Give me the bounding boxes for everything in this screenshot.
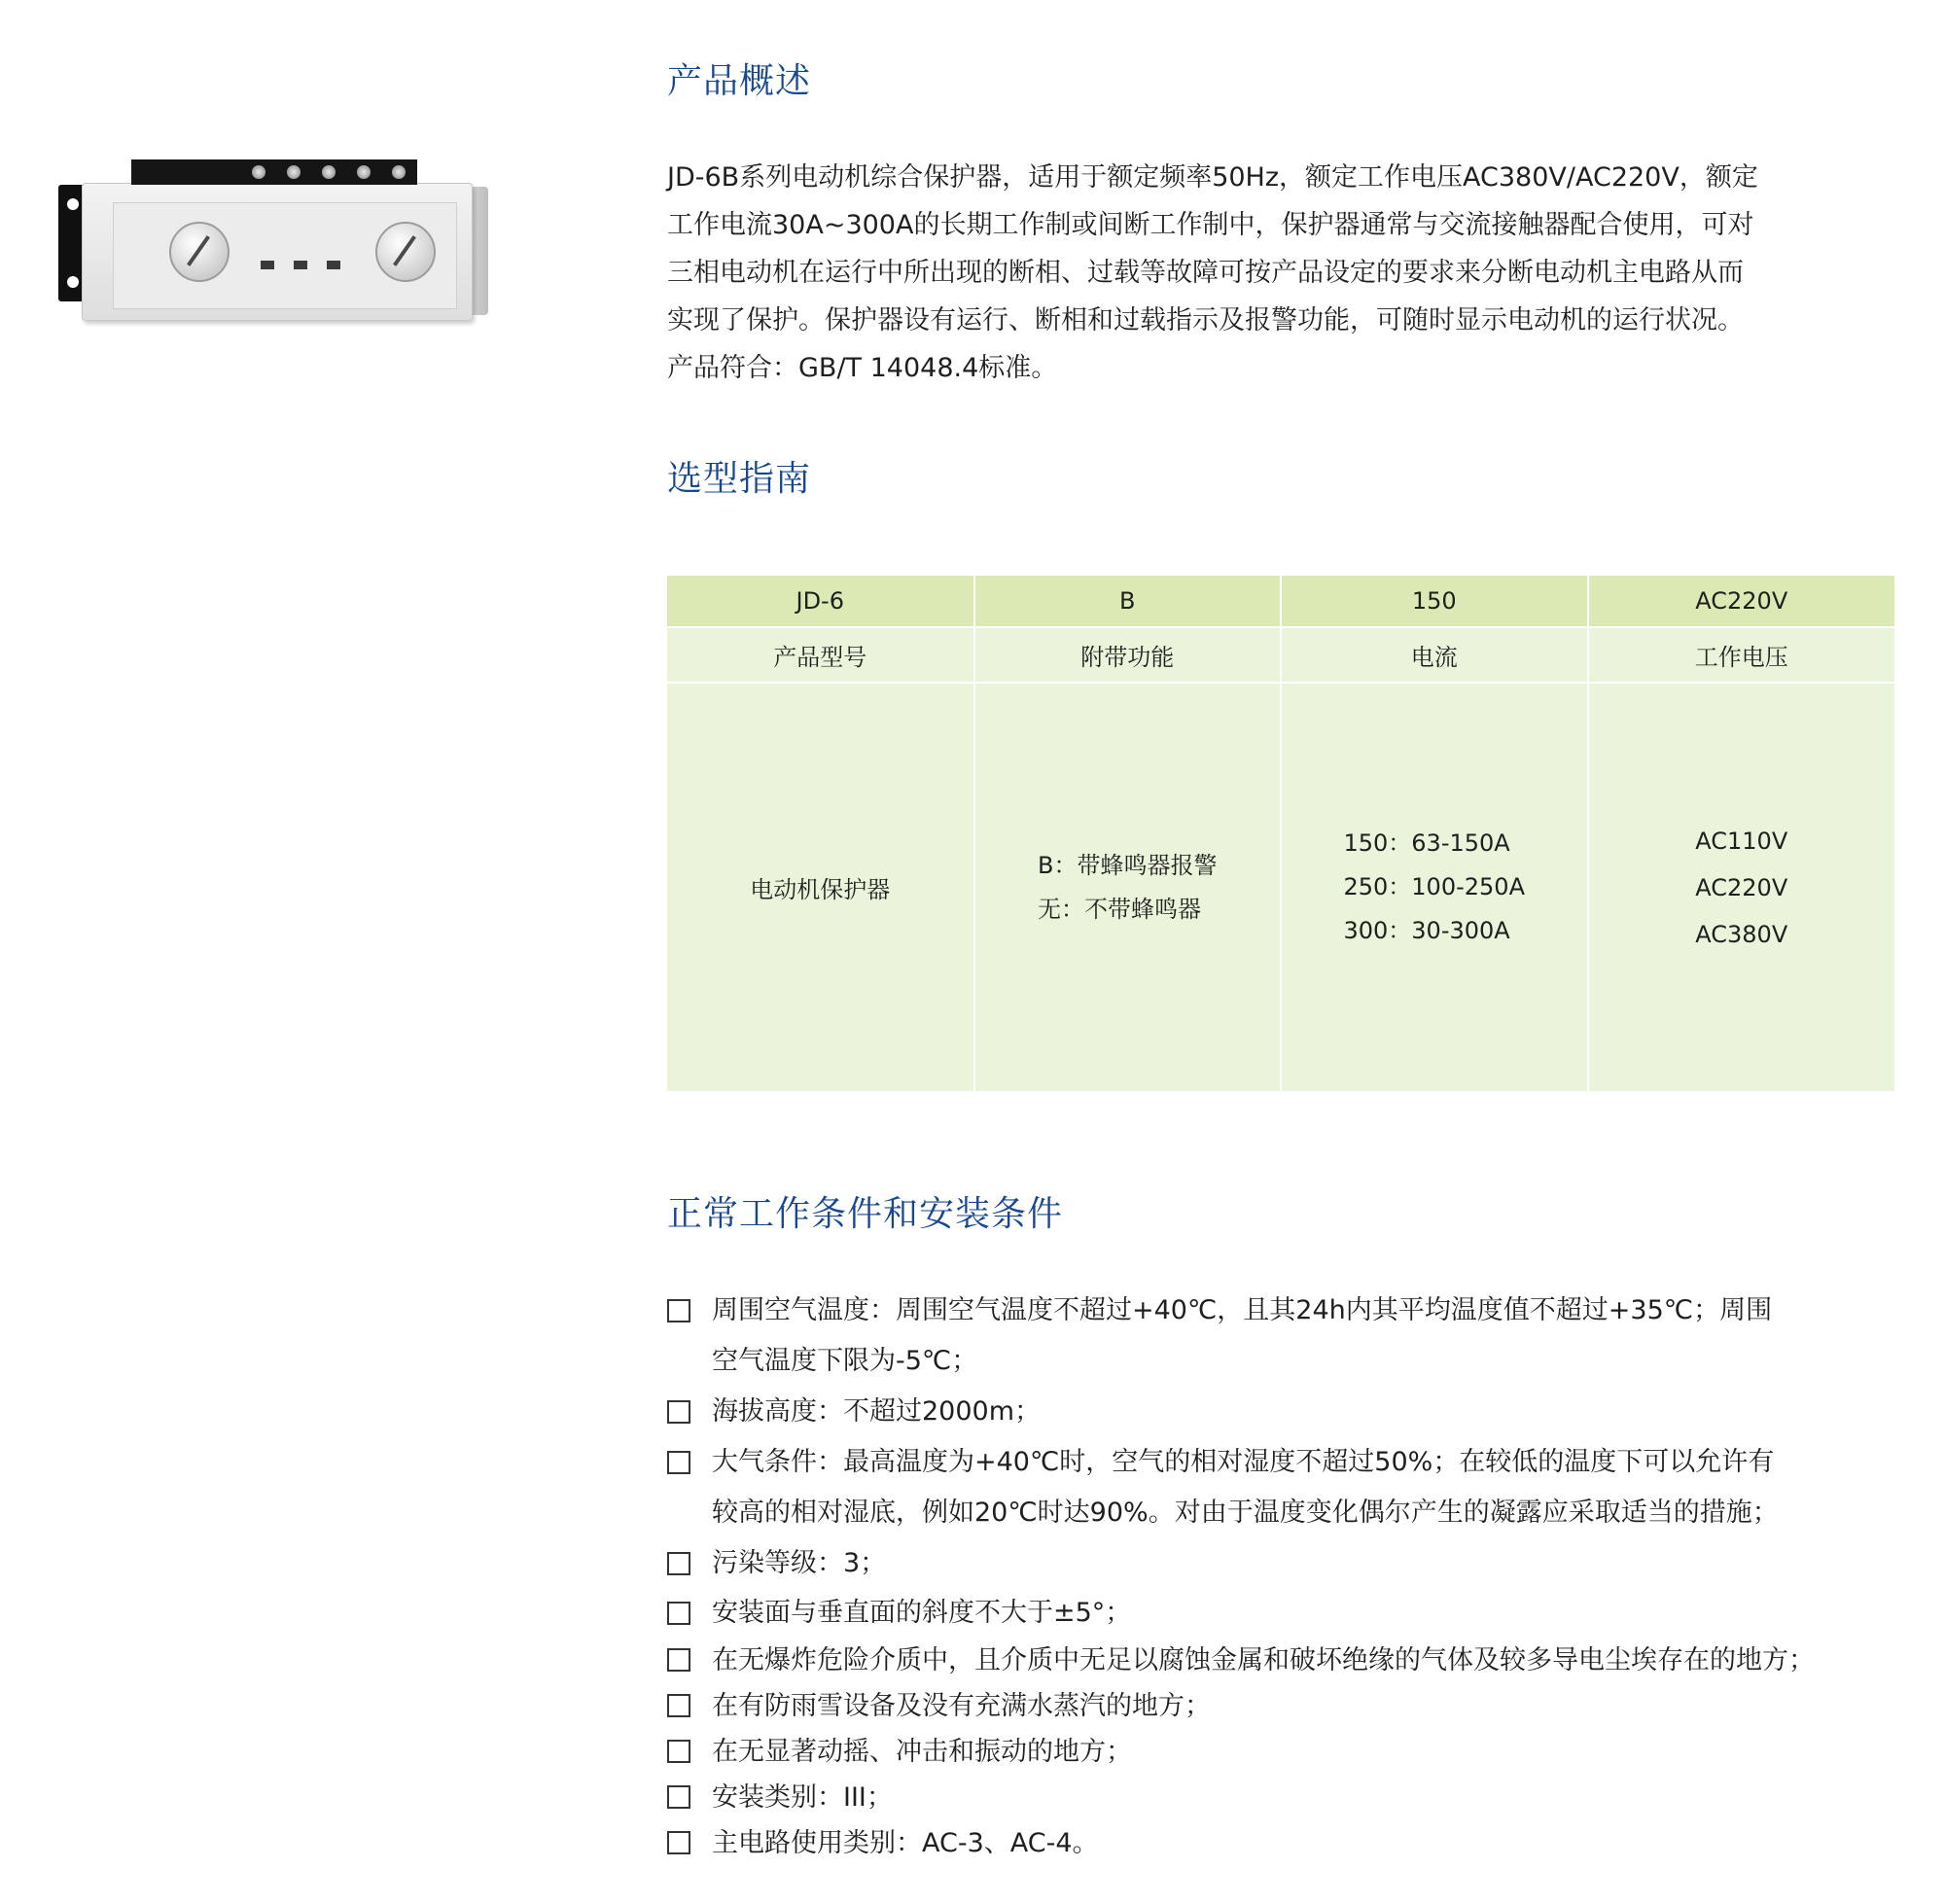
checkbox-icon (667, 1299, 690, 1322)
code-cell: 150 (1281, 576, 1588, 627)
left-adjust-knob (169, 222, 230, 282)
header-cell: 产品型号 (667, 627, 974, 683)
terminal-screw (357, 165, 371, 179)
current-cell (1281, 683, 1588, 1091)
header-cell: 电流 (1281, 627, 1588, 683)
condition-item (667, 1729, 1922, 1775)
condition-item (667, 1820, 1922, 1866)
header-cell: 附带功能 (974, 627, 1282, 683)
condition-item (667, 1589, 1922, 1638)
checkbox-icon (667, 1785, 690, 1809)
terminal-screw (287, 165, 301, 179)
model-option: 电动机保护器 (750, 876, 891, 903)
condition-text: 周围空气温度：周围空气温度不超过+40℃，且其24h内其平均温度值不超过+35℃；周围 (712, 1295, 1773, 1325)
function-option: 无：不带蜂鸣器 (1038, 895, 1202, 923)
condition-text: 主电路使用类别：AC-3、AC-4。 (712, 1828, 1099, 1858)
voltage-option: AC380V (1695, 920, 1788, 948)
condition-item (667, 1437, 1922, 1538)
code-cell: B (974, 576, 1282, 627)
right-adjust-knob (375, 222, 436, 282)
checkbox-icon (667, 1831, 690, 1854)
code-row (667, 576, 1894, 627)
indicator-led (261, 261, 274, 269)
condition-text: 空气温度下限为-5℃； (712, 1346, 978, 1376)
condition-item (667, 1683, 1922, 1729)
condition-text: 海拔高度：不超过2000m； (712, 1396, 1042, 1427)
overview-line: JD-6B系列电动机综合保护器，适用于额定频率50Hz，额定工作电压AC380V/AC220V，额定 (667, 162, 1758, 193)
product-body-edge (471, 187, 488, 315)
condition-item (667, 1638, 1922, 1683)
terminal-block (131, 159, 417, 185)
condition-text: 在有防雨雪设备及没有充满水蒸汽的地方； (712, 1691, 1211, 1721)
product-image (58, 156, 492, 333)
selection-table (667, 576, 1894, 1091)
overview-paragraph (667, 154, 1902, 392)
terminal-screw (322, 165, 336, 179)
checkbox-icon (667, 1648, 690, 1672)
condition-text: 污染等级：3； (712, 1548, 887, 1578)
selection-heading: 选型指南 (667, 459, 812, 499)
overview-line: 实现了保护。保护器设有运行、断相和过载指示及报警功能，可随时显示电动机的运行状况。 (667, 305, 1744, 335)
overview-line: 产品符合：GB/T 14048.4标准。 (667, 353, 1058, 383)
voltage-option: AC220V (1695, 873, 1788, 901)
terminal-screw (392, 165, 406, 179)
overview-line: 三相电动机在运行中所出现的断相、过载等故障可按产品设定的要求来分断电动机主电路从而 (667, 258, 1744, 288)
condition-item (667, 1286, 1922, 1387)
function-cell (974, 683, 1282, 1091)
condition-text: 较高的相对湿底，例如20℃时达90%。对由于温度变化偶尔产生的凝露应采取适当的措施； (712, 1498, 1779, 1528)
condition-text: 在无显著动摇、冲击和振动的地方； (712, 1737, 1132, 1767)
condition-item (667, 1387, 1922, 1437)
checkbox-icon (667, 1400, 690, 1424)
code-cell: AC220V (1588, 576, 1895, 627)
current-option: 300：30-300A (1343, 917, 1510, 944)
current-option: 150：63-150A (1343, 829, 1510, 857)
conditions-list (667, 1286, 1922, 1866)
condition-text: 大气条件：最高温度为+40℃时，空气的相对湿度不超过50%；在较低的温度下可以允许有 (712, 1447, 1775, 1477)
voltage-cell (1588, 683, 1895, 1091)
model-cell (667, 683, 974, 1091)
current-option: 250：100-250A (1343, 873, 1525, 900)
indicator-led (327, 261, 340, 269)
indicator-led (294, 261, 307, 269)
voltage-option: AC110V (1695, 827, 1788, 855)
function-option: B：带蜂鸣器报警 (1038, 851, 1218, 879)
checkbox-icon (667, 1451, 690, 1474)
code-cell: JD-6 (667, 576, 974, 627)
checkbox-icon (667, 1552, 690, 1575)
condition-text: 安装类别：III； (712, 1782, 893, 1813)
checkbox-icon (667, 1740, 690, 1763)
header-cell: 工作电压 (1588, 627, 1895, 683)
terminal-screw (252, 165, 265, 179)
overview-line: 工作电流30A~300A的长期工作制或间断工作制中，保护器通常与交流接触器配合使用，可对 (667, 210, 1754, 240)
detail-row (667, 683, 1894, 1091)
header-row (667, 627, 1894, 683)
condition-item (667, 1775, 1922, 1820)
condition-text: 在无爆炸危险介质中，且介质中无足以腐蚀金属和破坏绝缘的气体及较多导电尘埃存在的地方； (712, 1645, 1815, 1675)
condition-text: 安装面与垂直面的斜度不大于±5°； (712, 1598, 1132, 1628)
overview-heading: 产品概述 (667, 61, 812, 101)
condition-item (667, 1538, 1922, 1589)
conditions-heading: 正常工作条件和安装条件 (667, 1194, 1064, 1234)
checkbox-icon (667, 1602, 690, 1625)
checkbox-icon (667, 1694, 690, 1717)
